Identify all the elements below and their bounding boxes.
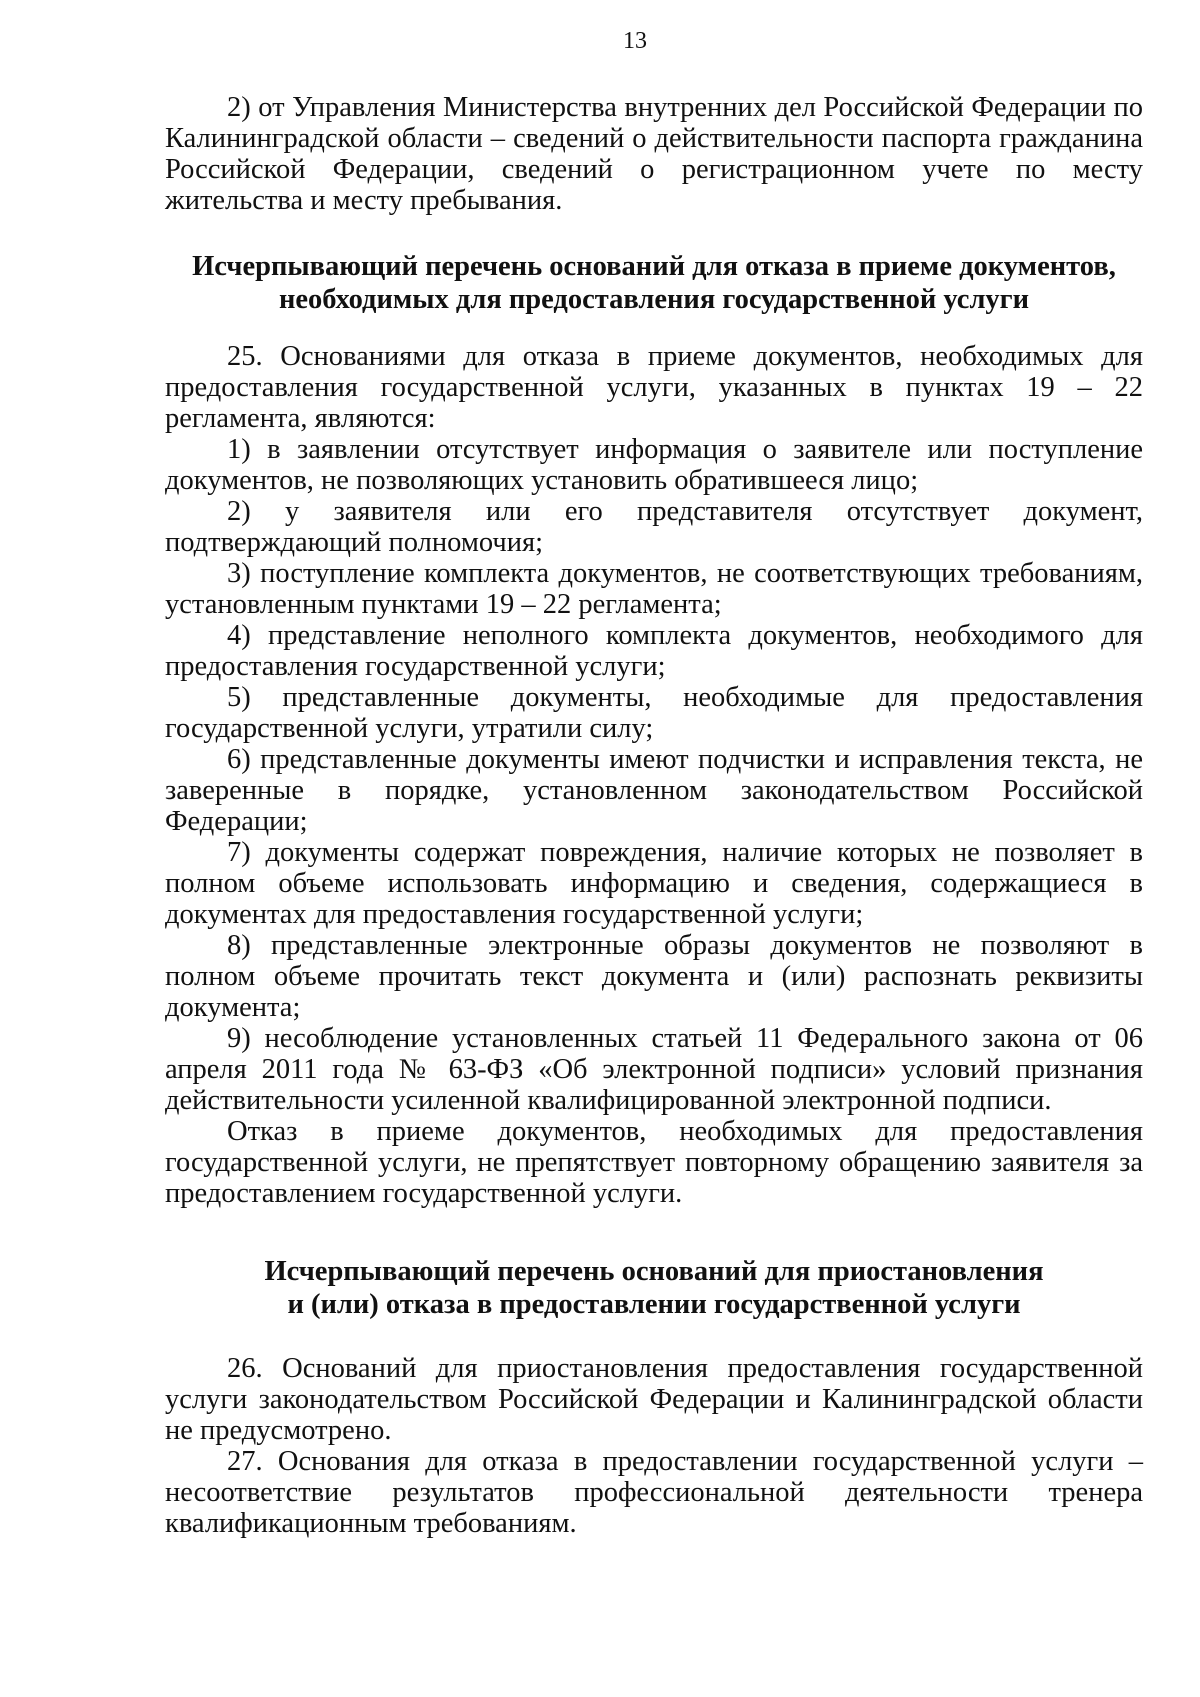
closing-paragraph: Отказ в приеме документов, необходимых для предоставления государственной услуги, не препятствует повторному обращению заявителя за предоставлением государственной услуги. <box>165 1116 1143 1209</box>
list-item: 8) представленные электронные образы документов не позволяют в полном объеме прочитать текст документа и (или) распознать реквизиты документа; <box>165 930 1143 1023</box>
paragraph-25: 25. Основаниями для отказа в приеме документов, необходимых для предоставления государственной услуги, указанных в пунктах 19 – 22 регламента, являются: <box>165 341 1143 434</box>
paragraph-27: 27. Основания для отказа в предоставлении государственной услуги – несоответствие результатов профессиональной деятельности тренера квалификационным требованиям. <box>165 1446 1143 1539</box>
heading-line: и (или) отказа в предоставлении государственной услуги <box>287 1289 1021 1320</box>
page-number: 13 <box>623 28 647 54</box>
heading-line: Исчерпывающий перечень оснований для приостановления <box>264 1256 1044 1287</box>
list-item: 9) несоблюдение установленных статьей 11 Федерального закона от 06 апреля 2011 года № 63-ФЗ «Об электронной подписи» условий признания действительности усиленной квалифицированной электронной подписи. <box>165 1023 1143 1116</box>
heading-line: необходимых для предоставления государственной услуги <box>278 284 1030 315</box>
list-item: 4) представление неполного комплекта документов, необходимого для предоставления государственной услуги; <box>165 620 1143 682</box>
paragraph-26: 26. Оснований для приостановления предоставления государственной услуги законодательством Российской Федерации и Калининградской области не предусмотрено. <box>165 1353 1143 1446</box>
intro-paragraph: 2) от Управления Министерства внутренних дел Российской Федерации по Калининградской области – сведений о действительности паспорта гражданина Российской Федерации, сведений о регистрационном учете по месту жительства и месту пребывания. <box>165 92 1143 216</box>
section-heading-refusal-documents <box>165 250 1143 316</box>
list-item: 5) представленные документы, необходимые для предоставления государственной услуги, утратили силу; <box>165 682 1143 744</box>
list-item: 6) представленные документы имеют подчистки и исправления текста, не заверенные в порядке, установленном законодательством Российской Федерации; <box>165 744 1143 837</box>
list-item: 2) у заявителя или его представителя отсутствует документ, подтверждающий полномочия; <box>165 496 1143 558</box>
list-item: 3) поступление комплекта документов, не соответствующих требованиям, установленным пунктами 19 – 22 регламента; <box>165 558 1143 620</box>
section-heading-suspension-refusal <box>165 1255 1143 1321</box>
list-item: 1) в заявлении отсутствует информация о заявителе или поступление документов, не позволяющих установить обратившееся лицо; <box>165 434 1143 496</box>
list-item: 7) документы содержат повреждения, наличие которых не позволяет в полном объеме использовать информацию и сведения, содержащиеся в документах для предоставления государственной услуги; <box>165 837 1143 930</box>
document-body <box>165 92 1143 1539</box>
heading-line: Исчерпывающий перечень оснований для отказа в приеме документов, <box>192 251 1116 282</box>
